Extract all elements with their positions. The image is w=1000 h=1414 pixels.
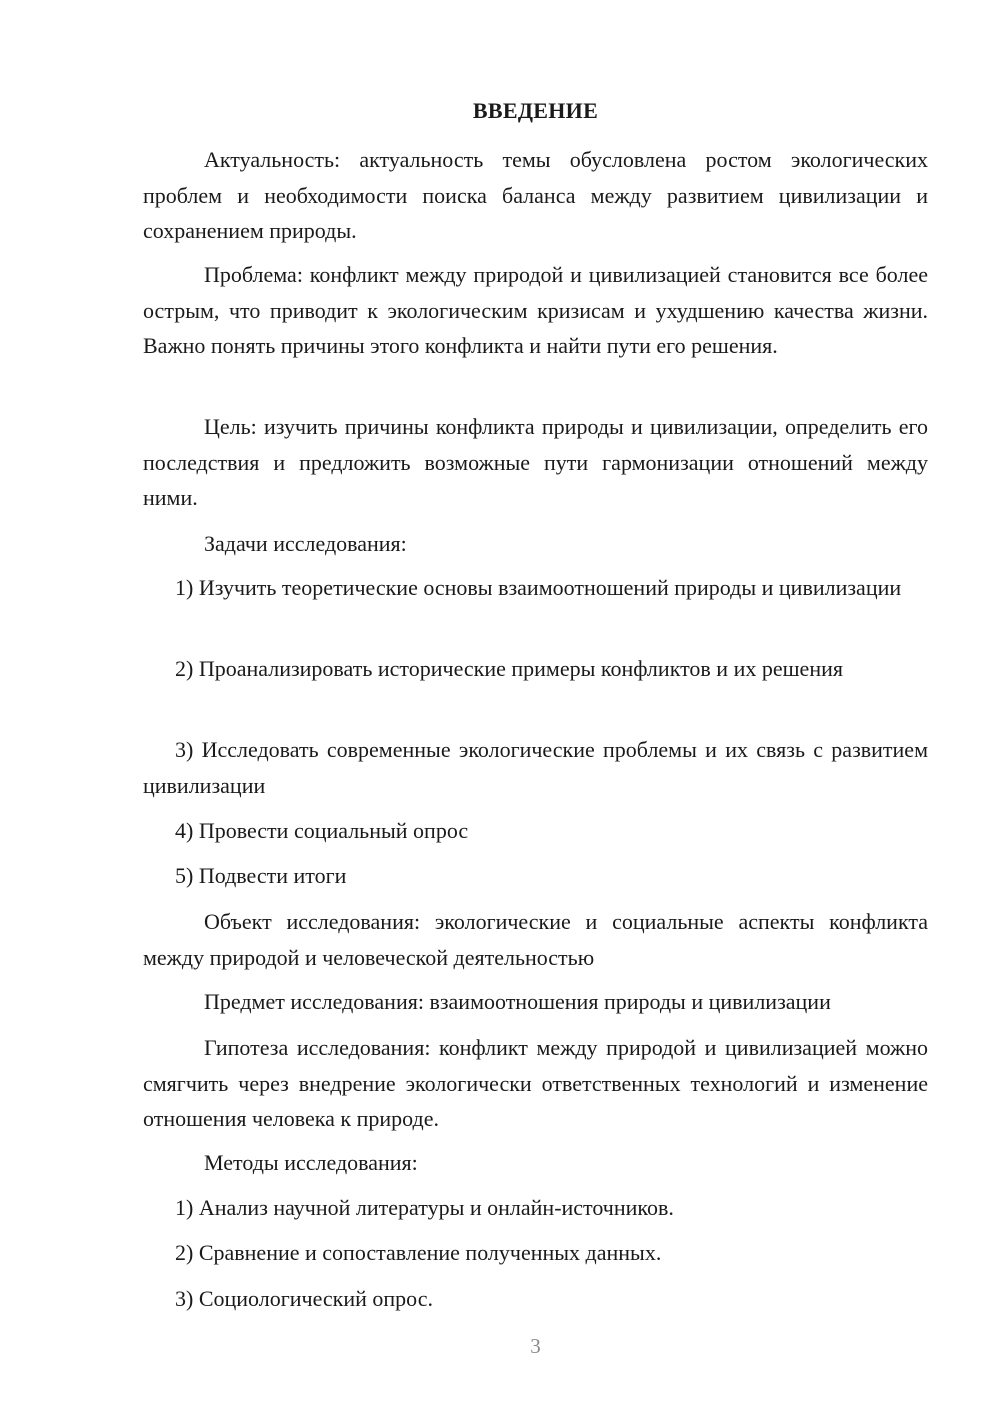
method-item-3: 3) Социологический опрос.: [175, 1286, 433, 1311]
task-item-3: 3) Исследовать современные экологические проблемы и их связь с развитием цивилизации: [143, 737, 928, 798]
task-item-2: 2) Проанализировать исторические примеры конфликтов и их решения: [175, 656, 843, 681]
method-item-1: 1) Анализ научной литературы и онлайн-источников.: [175, 1195, 674, 1220]
subject-paragraph: Предмет исследования: взаимоотношения природы и цивилизации: [204, 989, 831, 1014]
task-item-1: 1) Изучить теоретические основы взаимоотношений природы и цивилизации: [175, 575, 902, 600]
method-item-2: 2) Сравнение и сопоставление полученных данных.: [175, 1240, 662, 1265]
task-item-5: 5) Подвести итоги: [175, 863, 347, 888]
page-number: 3: [530, 1334, 541, 1358]
problem-paragraph: Проблема: конфликт между природой и цивилизацией становится все более острым, что приводит к экологическим кризисам и ухудшению качества жизни. Важно понять причины этого конфликта и найти пути его решения.: [143, 262, 928, 358]
goal-paragraph: Цель: изучить причины конфликта природы и цивилизации, определить его последствия и предложить возможные пути гармонизации отношений между ними.: [143, 414, 928, 510]
task-item-4: 4) Провести социальный опрос: [175, 818, 469, 843]
document-page: [143, 0, 928, 1414]
object-paragraph: Объект исследования: экологические и социальные аспекты конфликта между природой и человеческой деятельностью: [143, 909, 928, 970]
tasks-heading: Задачи исследования:: [204, 531, 407, 556]
page-title: ВВЕДЕНИЕ: [472, 98, 599, 123]
relevance-paragraph: Актуальность: актуальность темы обусловлена ростом экологических проблем и необходимости поиска баланса между развитием цивилизации и сохранением природы.: [143, 147, 928, 243]
methods-heading: Методы исследования:: [204, 1150, 418, 1175]
hypothesis-paragraph: Гипотеза исследования: конфликт между природой и цивилизацией можно смягчить через внедрение экологически ответственных технологий и изменение отношения человека к природе.: [143, 1035, 928, 1131]
